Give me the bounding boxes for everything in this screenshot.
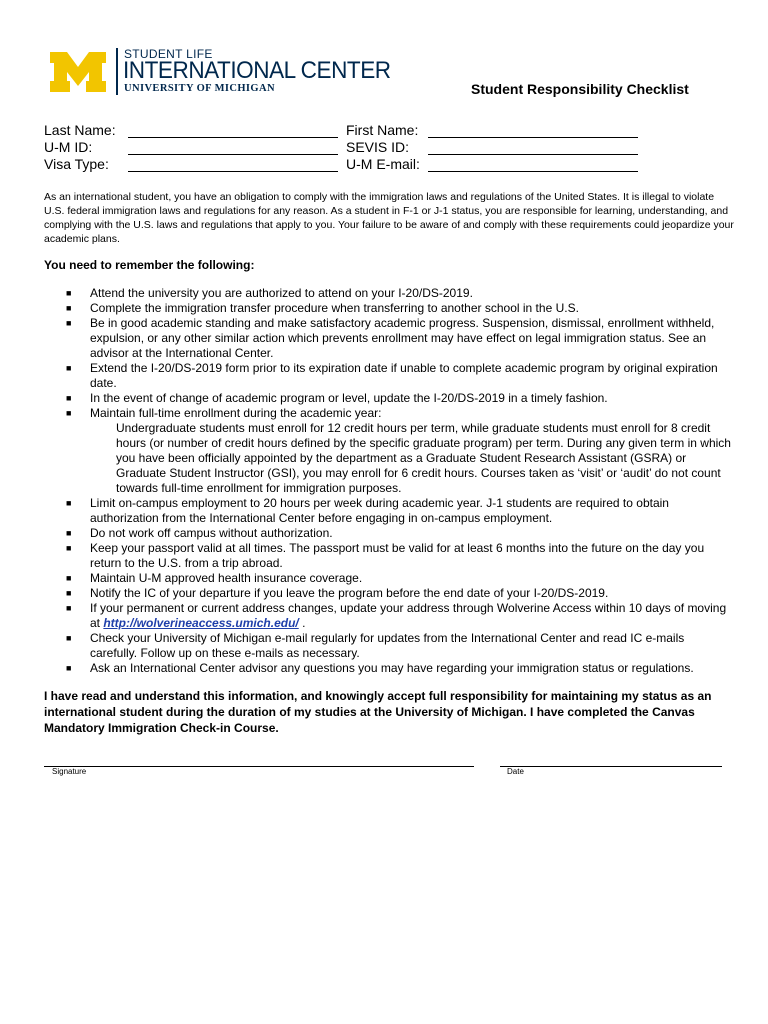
bullet-icon: ■ (66, 603, 72, 613)
date-field[interactable] (500, 766, 722, 767)
list-item: ■ Notify the IC of your departure if you leave the program before the end date of your I-20/DS-2019. (66, 586, 609, 600)
visa-type-label: Visa Type: (44, 156, 109, 172)
um-email-label: U-M E-mail: (346, 156, 420, 172)
visa-type-field[interactable] (128, 171, 338, 172)
logo-university-text: UNIVERSITY OF MICHIGAN (124, 83, 275, 94)
date-label: Date (507, 767, 524, 776)
list-item: ■ Complete the immigration transfer procedure when transferring to another school in the U.S. (66, 301, 579, 315)
bullet-icon: ■ (66, 573, 72, 583)
wolverine-access-link[interactable]: http://wolverineaccess.umich.edu/ (103, 616, 299, 630)
bullet-icon: ■ (66, 528, 72, 538)
bullet-icon: ■ (66, 318, 72, 328)
list-item: ■ Extend the I-20/DS-2019 form prior to its expiration date if unable to complete academic program by original expiration date. (66, 361, 718, 390)
bullet-icon: ■ (66, 408, 72, 418)
intro-paragraph: As an international student, you have an obligation to comply with the immigration laws and regulations of the United States. It is illegal to violate U.S. federal immigration laws and regulations for any reason. As a student in F-1 or J-1 status, you are responsible for learning, understanding, and complying with the U.S. laws and regulations that apply to you. Your failure to be aware of and comply with these requirements could jeopardize your academic plans. (44, 191, 734, 245)
responsibility-list (62, 286, 734, 676)
first-name-field[interactable] (428, 137, 638, 138)
enrollment-details: Undergraduate students must enroll for 12 credit hours per term, while graduate students must enroll for 8 credit hours (or number of credit hours defined by the specific graduate program) per term. During any given term in which you have been officially appointed by the department as a Graduate Student Research Assistant (GSRA) or Graduate Student Instructor (GSI), you may enroll for 6 credit hours. Courses taken as ‘visit’ or ‘audit’ do not count towards full-time enrollment for immigration purposes. (116, 421, 731, 495)
first-name-label: First Name: (346, 122, 419, 138)
bullet-icon: ■ (66, 288, 72, 298)
sevis-id-field[interactable] (428, 154, 638, 155)
bullet-icon: ■ (66, 498, 72, 508)
bullet-icon: ■ (66, 303, 72, 313)
sevis-id-label: SEVIS ID: (346, 139, 410, 155)
last-name-label: Last Name: (44, 122, 116, 138)
signature-label: Signature (52, 767, 87, 776)
list-item: ■ In the event of change of academic program or level, update the I-20/DS-2019 in a timely fashion. (66, 391, 608, 405)
bullet-icon: ■ (66, 393, 72, 403)
document-title: Student Responsibility Checklist (471, 81, 689, 97)
list-item: ■ Keep your passport valid at all times. The passport must be valid for at least 6 months into the future on the day you return to the U.S. from a trip abroad. (66, 541, 705, 570)
last-name-field[interactable] (128, 137, 338, 138)
list-item: ■ If your permanent or current address changes, update your address through Wolverine Access within 10 days of moving at http://wolverineaccess.umich.edu/ . (66, 601, 727, 630)
logo-international-center-text: INTERNATIONAL CENTER (123, 57, 391, 84)
list-item: ■ Do not work off campus without authorization. (66, 526, 333, 540)
bullet-icon: ■ (66, 588, 72, 598)
list-item: ■ Ask an International Center advisor any questions you may have regarding your immigration status or regulations. (66, 661, 694, 675)
logo-divider (116, 48, 118, 95)
um-id-field[interactable] (128, 154, 338, 155)
um-id-label: U-M ID: (44, 139, 93, 155)
um-email-field[interactable] (428, 171, 638, 172)
list-item: ■ Maintain U-M approved health insurance coverage. (66, 571, 363, 585)
bullet-icon: ■ (66, 663, 72, 673)
list-item: ■ Limit on-campus employment to 20 hours per week during academic year. J-1 students are required to obtain authorization from the International Center before engaging in on-campus employment. (66, 496, 669, 525)
bullet-icon: ■ (66, 363, 72, 373)
list-item: ■ Check your University of Michigan e-mail regularly for updates from the International Center and read IC e-mails carefully. Follow up on these e-mails as necessary. (66, 631, 685, 660)
block-m-logo (48, 50, 108, 94)
signature-field[interactable] (44, 766, 474, 767)
list-item: ■ Attend the university you are authorized to attend on your I-20/DS-2019. (66, 286, 473, 300)
acknowledgement-statement: I have read and understand this information, and knowingly accept full responsibility for maintaining my status as an international student during the duration of my studies at the University of Michigan. I have completed the Canvas Mandatory Immigration Check-in Course. (44, 689, 712, 735)
list-item: ■ Maintain full-time enrollment during the academic year: Undergraduate students must enroll for 12 credit hours per term, while graduate students must enroll for 8 credit hours (or number of credit hours defined by the specific graduate program) per term. During any given term in which you have been officially appointed by the department as a Graduate Student Research Assistant (GSRA) or Graduate Student Instructor (GSI), you may enroll for 6 credit hours. Courses taken as ‘visit’ or ‘audit’ do not count towards full-time enrollment for immigration purposes. (62, 406, 734, 496)
list-item: ■ Be in good academic standing and make satisfactory academic progress. Suspension, dismissal, enrollment withheld, expulsion, or any other similar action which prevents enrollment may have effect on legal immigration status. See an advisor at the International Center. (66, 316, 715, 360)
logo-student-life-text: STUDENT LIFE (124, 47, 213, 61)
remember-heading: You need to remember the following: (44, 258, 255, 272)
bullet-icon: ■ (66, 633, 72, 643)
bullet-icon: ■ (66, 543, 72, 553)
